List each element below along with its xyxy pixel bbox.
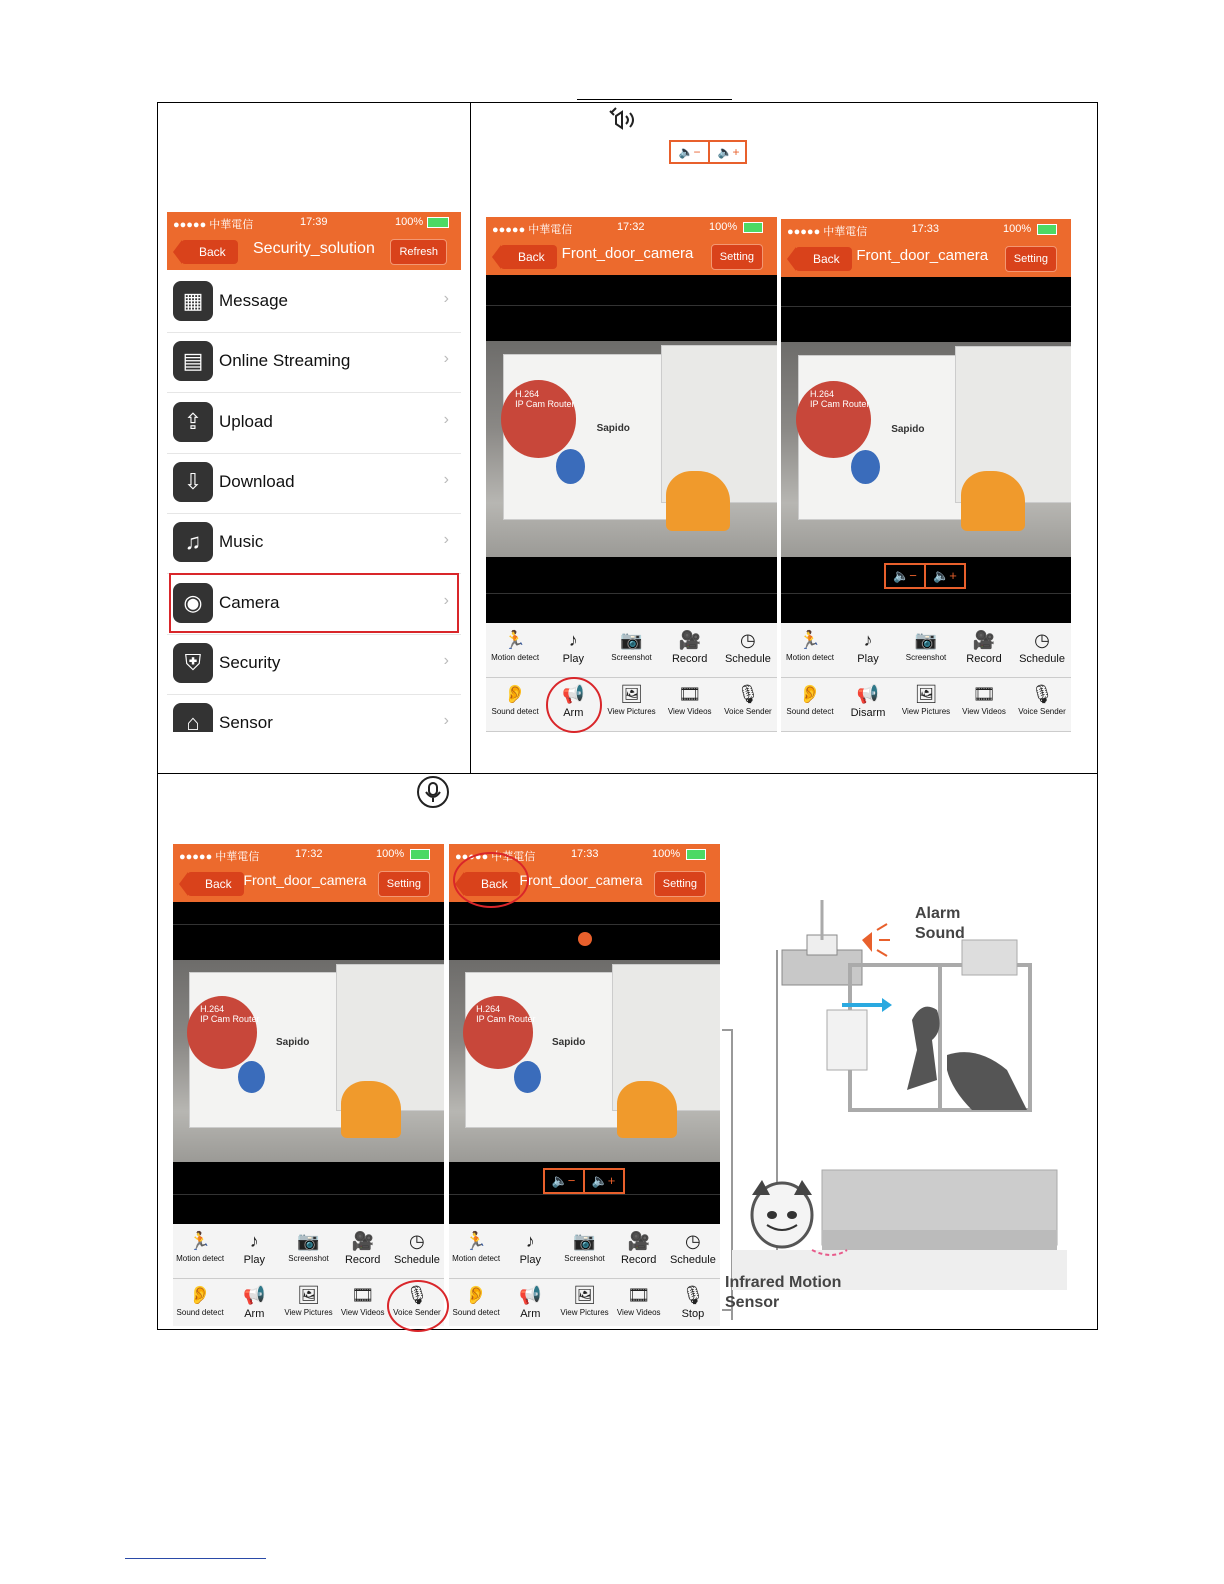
- menu-item-label: Music: [219, 532, 264, 552]
- arm-icon: 📢: [562, 684, 585, 704]
- menu-icon: ♫: [173, 522, 213, 562]
- menu-icon: ▤: [173, 341, 213, 381]
- setting-button[interactable]: Setting: [378, 871, 430, 897]
- header-rule: [577, 99, 732, 100]
- toolbar-label: View Pictures: [560, 1308, 609, 1317]
- toolbar-button-motion-detect[interactable]: [449, 1228, 505, 1263]
- nav-title: Front_door_camera: [561, 245, 694, 262]
- video-top-bar: [449, 924, 720, 925]
- toolbar-button-record[interactable]: [610, 1228, 668, 1266]
- box-router-text: IP Cam Router: [200, 1014, 260, 1025]
- toolbar-button-record[interactable]: [661, 627, 719, 665]
- toolbar-label: Sound detect: [786, 707, 834, 716]
- battery-label: 100%: [395, 216, 424, 228]
- toolbar-label: Motion detect: [491, 653, 540, 662]
- toolbar-button-play[interactable]: [544, 627, 602, 665]
- menu-item-security[interactable]: [167, 634, 461, 695]
- toolbar-label: Record: [966, 653, 1002, 665]
- volume-up-icon: 🔈+: [708, 142, 747, 162]
- status-bar: [173, 844, 444, 864]
- view-videos-icon: 🎞: [678, 684, 702, 704]
- toolbar-button-motion-detect[interactable]: [781, 627, 839, 662]
- nav-bar: [173, 864, 444, 902]
- toolbar-button-view-pictures[interactable]: [280, 1282, 338, 1317]
- arm-highlight: [546, 677, 602, 733]
- toolbar-label: Screenshot: [611, 653, 652, 662]
- toolbar-button-sound-detect[interactable]: [486, 681, 544, 716]
- ir-label-line2: Sensor: [725, 1294, 780, 1311]
- toy-elephant: [961, 471, 1025, 531]
- video-top-bar: [486, 305, 777, 306]
- screenshot-icon: 📷: [297, 1231, 320, 1251]
- menu-item-label: Sensor: [219, 713, 273, 732]
- nav-bar: [486, 237, 777, 275]
- record-icon: 🎥: [351, 1231, 374, 1251]
- sound-detect-icon: 👂: [464, 1285, 488, 1305]
- microphone-active-icon: [578, 932, 592, 946]
- camera-toolbar: [486, 623, 777, 732]
- volume-controls-icon: [669, 140, 747, 164]
- toolbar-button-sound-detect[interactable]: [781, 681, 839, 716]
- voice-sender-icon: 🎙: [736, 684, 760, 704]
- toolbar-button-view-pictures[interactable]: [897, 681, 955, 716]
- video-top-bar: [781, 306, 1071, 307]
- toolbar-label: Voice Sender: [393, 1308, 441, 1317]
- camera-screenshot: [486, 217, 777, 732]
- toolbar-button-motion-detect[interactable]: [486, 627, 544, 662]
- menu-item-label: Camera: [219, 592, 280, 612]
- video-bottom-bar: [173, 1194, 444, 1195]
- toolbar-row: [781, 677, 1071, 732]
- toolbar-button-disarm[interactable]: [839, 681, 897, 719]
- battery-icon: [410, 849, 430, 860]
- play-icon: ♪: [249, 1231, 259, 1251]
- voice-sender-icon: 🎙: [405, 1285, 429, 1305]
- menu-item-online-streaming[interactable]: [167, 332, 461, 393]
- back-highlight: [453, 852, 529, 908]
- battery-label: 100%: [1003, 223, 1032, 235]
- chevron-right-icon: ›: [443, 712, 449, 730]
- toolbar-label: Motion detect: [452, 1254, 501, 1263]
- toolbar-label: Motion detect: [176, 1254, 225, 1263]
- camera-screenshot: [781, 219, 1071, 732]
- toolbar-button-voice-sender[interactable]: [719, 681, 777, 716]
- schedule-icon: ◷: [409, 1231, 425, 1251]
- menu-item-sensor[interactable]: [167, 694, 461, 732]
- menu-item-label: Upload: [219, 411, 273, 431]
- toolbar-label: Sound detect: [452, 1308, 500, 1317]
- volume-up-button[interactable]: 🔈+: [924, 565, 964, 587]
- toolbar-label: View Videos: [340, 1308, 385, 1317]
- setting-button[interactable]: Setting: [711, 244, 763, 270]
- video-top-bar: [173, 924, 444, 925]
- box-h264-text: H.264: [515, 388, 540, 399]
- toolbar-button-schedule[interactable]: [664, 1228, 720, 1266]
- toolbar-label: Sound detect: [491, 707, 539, 716]
- menu-screenshot: [167, 212, 461, 732]
- time-label: 17:32: [616, 221, 645, 233]
- toolbar-label: Play: [857, 653, 879, 665]
- view-videos-icon: 🎞: [351, 1285, 375, 1305]
- battery-icon: [1037, 224, 1057, 235]
- toolbar-label: View Pictures: [607, 707, 656, 716]
- toolbar-label: View Videos: [667, 707, 712, 716]
- toy-elephant: [666, 471, 730, 531]
- camera-video-feed: [449, 960, 720, 1162]
- toolbar-label: Screenshot: [905, 653, 947, 662]
- view-pictures-icon: 🖼: [297, 1285, 320, 1305]
- box-h264-text: H.264: [810, 389, 835, 400]
- view-videos-icon: 🎞: [627, 1285, 651, 1305]
- table-vertical-divider: [470, 102, 471, 773]
- box-title: [515, 389, 574, 409]
- menu-icon: ⇪: [173, 402, 213, 442]
- volume-controls[interactable]: [884, 563, 966, 589]
- toolbar-row: [486, 677, 777, 732]
- voice-sender-highlight: [387, 1280, 449, 1332]
- toolbar-label: Record: [344, 1254, 381, 1266]
- toolbar-button-arm[interactable]: [225, 1282, 283, 1320]
- toolbar-button-motion-detect[interactable]: [173, 1228, 229, 1263]
- arm-icon: 📢: [243, 1285, 266, 1305]
- toolbar-row: [173, 1224, 444, 1279]
- time-label: 17:33: [570, 848, 599, 860]
- refresh-button[interactable]: Refresh: [390, 239, 447, 265]
- chevron-right-icon: ›: [443, 651, 449, 669]
- toolbar-label: Schedule: [1019, 653, 1065, 665]
- play-icon: ♪: [525, 1231, 535, 1251]
- toolbar-label: Stop: [681, 1308, 705, 1320]
- schedule-icon: ◷: [1034, 630, 1050, 650]
- battery-icon: [686, 849, 706, 860]
- toolbar-button-screenshot[interactable]: [280, 1228, 338, 1263]
- record-icon: 🎥: [678, 630, 701, 650]
- toolbar-button-view-pictures[interactable]: [556, 1282, 614, 1317]
- toolbar-button-screenshot[interactable]: [897, 627, 955, 662]
- view-pictures-icon: 🖼: [620, 684, 643, 704]
- toolbar-label: Arm: [520, 1308, 541, 1320]
- setting-button[interactable]: Setting: [1005, 246, 1057, 272]
- motion-detect-icon: 🏃: [188, 1231, 212, 1251]
- screenshot-icon: 📷: [914, 630, 938, 650]
- product-badge: [851, 450, 880, 484]
- box-router-text: IP Cam Router: [810, 399, 870, 410]
- menu-icon: ▦: [173, 281, 213, 321]
- toolbar-button-view-videos[interactable]: [955, 681, 1013, 716]
- stop-icon: 🎙: [681, 1285, 705, 1305]
- time-label: 17:33: [911, 223, 940, 235]
- footer-rule: [125, 1558, 266, 1559]
- status-bar: [486, 217, 777, 237]
- toolbar-label: Arm: [563, 707, 584, 719]
- toolbar-button-record[interactable]: [955, 627, 1013, 665]
- carrier-label: ●●●●● 中華電信: [179, 851, 260, 863]
- play-icon: ♪: [863, 630, 873, 650]
- security-diagram: [722, 880, 1067, 1325]
- toolbar-button-play[interactable]: [501, 1228, 559, 1266]
- toolbar-button-view-videos[interactable]: [334, 1282, 392, 1317]
- motion-detect-icon: 🏃: [503, 630, 527, 650]
- toolbar-label: Voice Sender: [1018, 707, 1066, 716]
- toolbar-button-view-videos[interactable]: [661, 681, 719, 716]
- record-icon: 🎥: [972, 630, 996, 650]
- screenshot-icon: 📷: [573, 1231, 596, 1251]
- disarm-icon: 📢: [856, 684, 880, 704]
- view-pictures-icon: 🖼: [573, 1285, 596, 1305]
- nav-title: Front_door_camera: [519, 872, 643, 888]
- toolbar-label: View Videos: [962, 707, 1006, 716]
- toolbar-label: Arm: [244, 1308, 265, 1320]
- toolbar-row: [449, 1278, 720, 1326]
- back-button[interactable]: Back: [795, 247, 852, 271]
- volume-up-button[interactable]: 🔈+: [583, 1170, 623, 1192]
- status-bar: [167, 212, 461, 232]
- box-h264-text: H.264: [200, 1004, 225, 1015]
- menu-icon: ⌂: [173, 703, 213, 732]
- back-button[interactable]: Back: [187, 872, 244, 896]
- toolbar-label: Play: [562, 653, 584, 665]
- status-bar: [781, 219, 1071, 239]
- arm-icon: [608, 106, 640, 132]
- voice-sender-icon: 🎙: [1030, 684, 1054, 704]
- box-router-text: IP Cam Router: [476, 1014, 536, 1025]
- nav-bar: [781, 239, 1071, 277]
- motion-detect-icon: 🏃: [798, 630, 822, 650]
- carrier-label: ●●●●● 中華電信: [492, 224, 573, 236]
- play-icon: ♪: [568, 630, 578, 650]
- toolbar-button-sound-detect[interactable]: [173, 1282, 229, 1317]
- toolbar-button-arm[interactable]: [501, 1282, 559, 1320]
- record-icon: 🎥: [627, 1231, 650, 1251]
- toolbar-label: Sound detect: [176, 1308, 224, 1317]
- volume-down-button[interactable]: 🔈−: [551, 1173, 576, 1188]
- toolbar-button-sound-detect[interactable]: [449, 1282, 505, 1317]
- toolbar-label: View Pictures: [284, 1308, 333, 1317]
- box-h264-text: H.264: [476, 1004, 501, 1015]
- table-horizontal-divider: [157, 773, 1097, 774]
- toolbar-label: Record: [620, 1254, 657, 1266]
- video-bottom-bar: [449, 1194, 720, 1195]
- back-button[interactable]: Back: [500, 245, 557, 269]
- menu-icon: ⇩: [173, 462, 213, 502]
- toolbar-button-record[interactable]: [334, 1228, 392, 1266]
- view-pictures-icon: 🖼: [914, 684, 938, 704]
- box-brand: Sapido: [551, 1036, 586, 1048]
- menu-list: [167, 272, 461, 732]
- nav-title: Front_door_camera: [856, 247, 989, 264]
- toolbar-button-schedule[interactable]: [719, 627, 777, 665]
- toolbar-button-screenshot[interactable]: [556, 1228, 614, 1263]
- toolbar-label: Record: [671, 653, 708, 665]
- menu-item-download[interactable]: [167, 453, 461, 514]
- box-brand: Sapido: [275, 1036, 310, 1048]
- battery-icon: [743, 222, 763, 233]
- volume-down-icon: 🔈−: [678, 145, 701, 159]
- toolbar-row: [781, 623, 1071, 678]
- sound-detect-icon: 👂: [188, 1285, 212, 1305]
- chevron-right-icon: ›: [443, 591, 449, 609]
- toolbar-label: Schedule: [393, 1254, 440, 1266]
- nav-title: Security_solution: [253, 240, 375, 257]
- toolbar-button-view-videos[interactable]: [610, 1282, 668, 1317]
- toolbar-label: Screenshot: [564, 1254, 605, 1263]
- toolbar-label: Schedule: [669, 1254, 716, 1266]
- sound-detect-icon: 👂: [503, 684, 527, 704]
- infrared-sensor-label: [725, 1273, 841, 1313]
- menu-item-music[interactable]: [167, 513, 461, 574]
- toolbar-label: Disarm: [850, 707, 886, 719]
- menu-item-message[interactable]: [167, 272, 461, 333]
- toolbar-button-schedule[interactable]: [1013, 627, 1071, 665]
- battery-label: 100%: [709, 221, 738, 233]
- alarm-label-line1: Alarm: [915, 905, 961, 922]
- box-brand: Sapido: [891, 423, 925, 435]
- toy-elephant: [341, 1081, 401, 1138]
- toolbar-button-schedule[interactable]: [388, 1228, 444, 1266]
- toolbar-row: [486, 623, 777, 678]
- toolbar-label: Play: [519, 1254, 541, 1266]
- toy-elephant: [617, 1081, 677, 1138]
- camera-screenshot: [449, 844, 720, 1326]
- back-button[interactable]: Back: [181, 240, 238, 264]
- menu-item-label: Download: [219, 471, 295, 491]
- toolbar-button-screenshot[interactable]: [603, 627, 661, 662]
- schedule-icon: ◷: [740, 630, 756, 650]
- toolbar-button-play[interactable]: [225, 1228, 283, 1266]
- toolbar-label: Play: [243, 1254, 265, 1266]
- battery-label: 100%: [652, 848, 681, 860]
- battery-icon: [427, 217, 449, 228]
- arm-icon: 📢: [519, 1285, 542, 1305]
- box-title: [476, 1004, 535, 1024]
- camera-screenshot: [173, 844, 444, 1326]
- toolbar-label: Voice Sender: [724, 707, 772, 716]
- menu-icon: ⛨: [173, 643, 213, 683]
- menu-item-upload[interactable]: [167, 393, 461, 454]
- screenshot-icon: 📷: [620, 630, 643, 650]
- camera-toolbar: [449, 1224, 720, 1326]
- camera-video-feed: [486, 341, 777, 557]
- back-button[interactable]: Back: [463, 872, 520, 896]
- video-bottom-bar: [781, 593, 1071, 594]
- box-title: [810, 389, 869, 409]
- menu-icon: ◉: [173, 583, 213, 623]
- toolbar-label: Schedule: [724, 653, 771, 665]
- motion-detect-icon: 🏃: [464, 1231, 488, 1251]
- camera-highlight: [169, 573, 459, 633]
- time-label: 17:32: [294, 848, 323, 860]
- battery-label: 100%: [376, 848, 405, 860]
- menu-item-label: Online Streaming: [219, 351, 351, 371]
- box-router-text: IP Cam Router: [515, 398, 575, 409]
- camera-toolbar: [781, 623, 1071, 732]
- toolbar-row: [449, 1224, 720, 1279]
- camera-video-feed: [173, 960, 444, 1162]
- chevron-right-icon: ›: [443, 350, 449, 368]
- toolbar-label: Screenshot: [288, 1254, 329, 1263]
- sound-detect-icon: 👂: [798, 684, 822, 704]
- chevron-right-icon: ›: [443, 470, 449, 488]
- camera-video-feed: [781, 342, 1071, 557]
- ir-label-line1: Infrared Motion: [725, 1274, 842, 1291]
- toolbar-button-stop[interactable]: [664, 1282, 720, 1320]
- nav-bar: [167, 232, 461, 270]
- volume-controls[interactable]: [543, 1168, 625, 1194]
- toolbar-label: Motion detect: [785, 653, 835, 662]
- microphone-icon: [417, 776, 449, 808]
- carrier-label: ●●●●● 中華電信: [787, 226, 868, 238]
- video-bottom-bar: [486, 593, 777, 594]
- box-title: [200, 1004, 259, 1024]
- setting-button[interactable]: Setting: [654, 871, 706, 897]
- chevron-right-icon: ›: [443, 531, 449, 549]
- alarm-label-line2: Sound: [915, 925, 965, 942]
- view-videos-icon: 🎞: [972, 684, 996, 704]
- chevron-right-icon: ›: [443, 290, 449, 307]
- menu-item-label: Message: [219, 291, 288, 310]
- chevron-right-icon: ›: [443, 410, 449, 428]
- alarm-sound-label: [915, 904, 965, 944]
- box-brand: Sapido: [596, 423, 630, 435]
- time-label: 17:39: [300, 216, 328, 228]
- toolbar-button-voice-sender[interactable]: [1013, 681, 1071, 716]
- carrier-label: ●●●●● 中華電信: [455, 851, 536, 863]
- toolbar-label: View Pictures: [901, 707, 951, 716]
- toolbar-button-view-pictures[interactable]: [603, 681, 661, 716]
- toolbar-button-play[interactable]: [839, 627, 897, 665]
- product-badge: [556, 449, 585, 484]
- menu-item-label: Security: [219, 652, 281, 672]
- carrier-label: ●●●●● 中華電信: [173, 219, 254, 231]
- schedule-icon: ◷: [685, 1231, 701, 1251]
- toolbar-label: View Videos: [616, 1308, 661, 1317]
- volume-down-button[interactable]: 🔈−: [893, 568, 917, 583]
- nav-title: Front_door_camera: [243, 872, 367, 888]
